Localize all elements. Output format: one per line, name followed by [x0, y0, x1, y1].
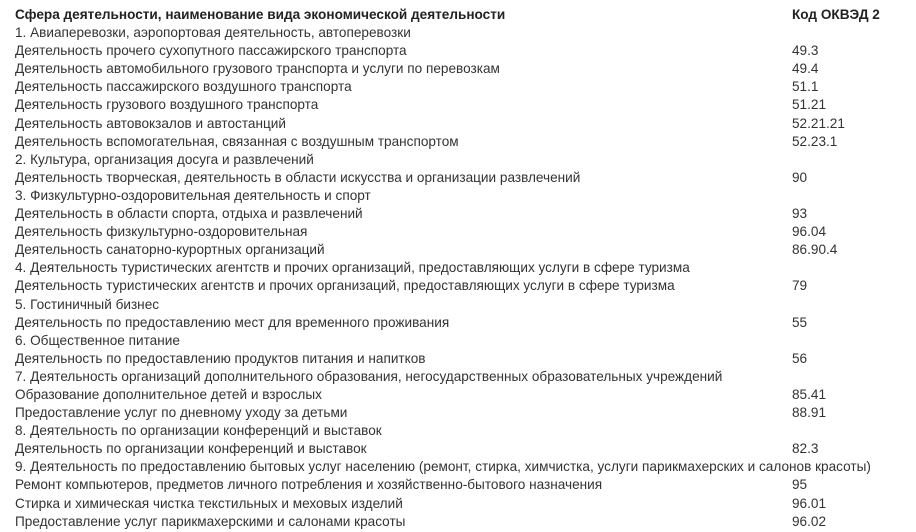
- okved-code: 86.90.4: [792, 242, 838, 258]
- section-title: 7. Деятельность организаций дополнительного образования, негосударственных образовательных учреждений: [15, 368, 723, 384]
- okved-code: 82.3: [792, 441, 819, 457]
- table-row: [15, 495, 910, 513]
- activity-name: Деятельность творческая, деятельность в области искусства и организации развлечений: [15, 169, 581, 185]
- section-title: 1. Авиаперевозки, аэропортовая деятельность, автоперевозки: [15, 25, 411, 41]
- header-okved-code: Код ОКВЭД 2: [792, 7, 880, 22]
- okved-code: 85.41: [792, 386, 827, 402]
- table-row: [15, 241, 910, 259]
- activity-name: Деятельность по организации конференций и выставок: [15, 441, 367, 457]
- activity-name: Деятельность в области спорта, отдыха и развлечений: [15, 206, 363, 222]
- table-row: [15, 169, 910, 187]
- section-row: [15, 151, 910, 169]
- table-header: [15, 6, 910, 24]
- section-title: 9. Деятельность по предоставлению бытовых услуг населению (ремонт, стирка, химчистка, услуги парикмахерских и салонов красоты): [15, 459, 871, 475]
- okved-code: 90: [792, 169, 808, 185]
- table-row: [15, 96, 910, 114]
- activity-name: Предоставление услуг по дневному уходу за детьми: [15, 405, 348, 421]
- section-row: [15, 368, 910, 386]
- section-row: [15, 187, 910, 205]
- activity-name: Образование дополнительное детей и взрослых: [15, 386, 322, 402]
- okved-code: 93: [792, 206, 808, 222]
- table-row: [15, 42, 910, 60]
- activity-name: Деятельность вспомогательная, связанная с воздушным транспортом: [15, 133, 459, 149]
- section-title: 3. Физкультурно-оздоровительная деятельность и спорт: [15, 187, 371, 203]
- table-body: [15, 24, 910, 531]
- table-row: [15, 404, 910, 422]
- activity-name: Деятельность по предоставлению мест для временного проживания: [15, 314, 450, 330]
- table-row: [15, 513, 910, 531]
- okved-code: 96.02: [792, 513, 827, 529]
- table-row: [15, 476, 910, 494]
- activity-name: Предоставление услуг парикмахерскими и салонами красоты: [15, 513, 406, 529]
- table-row: [15, 60, 910, 78]
- activity-name: Деятельность автомобильного грузового транспорта и услуги по перевозкам: [15, 61, 500, 77]
- okved-code: 96.01: [792, 495, 827, 511]
- table-row: [15, 440, 910, 458]
- okved-code: 51.21: [792, 97, 827, 113]
- table-row: [15, 314, 910, 332]
- activity-name: Стирка и химическая чистка текстильных и меховых изделий: [15, 495, 403, 511]
- table-row: [15, 277, 910, 295]
- section-row: [15, 332, 910, 350]
- section-title: 5. Гостиничный бизнес: [15, 296, 160, 312]
- activity-name: Деятельность туристических агентств и прочих организаций, предоставляющих услуги в сфере туризма: [15, 278, 675, 294]
- table-row: [15, 78, 910, 96]
- activity-name: Деятельность пассажирского воздушного транспорта: [15, 79, 352, 95]
- activity-name: Деятельность физкультурно-оздоровительная: [15, 224, 308, 240]
- section-row: [15, 422, 910, 440]
- section-row: [15, 259, 910, 277]
- header-activity: Сфера деятельности, наименование вида экономической деятельности: [15, 7, 506, 22]
- section-title: 2. Культура, организация досуга и развлечений: [15, 151, 314, 167]
- section-title: 4. Деятельность туристических агентств и прочих организаций, предоставляющих услуги в сфере туризма: [15, 260, 690, 276]
- table-row: [15, 133, 910, 151]
- okved-code: 95: [792, 477, 808, 493]
- section-row: [15, 24, 910, 42]
- okved-code: 55: [792, 314, 808, 330]
- activity-name: Деятельность санаторно-курортных организаций: [15, 242, 325, 258]
- okved-table: [15, 6, 910, 531]
- table-row: [15, 386, 910, 404]
- activity-name: Деятельность автовокзалов и автостанций: [15, 115, 286, 131]
- activity-name: Деятельность прочего сухопутного пассажирского транспорта: [15, 43, 407, 59]
- header-row: [15, 6, 910, 24]
- okved-code: 96.04: [792, 224, 827, 240]
- okved-code: 56: [792, 350, 808, 366]
- section-title: 8. Деятельность по организации конференций и выставок: [15, 423, 382, 439]
- activity-name: Деятельность по предоставлению продуктов питания и напитков: [15, 350, 426, 366]
- okved-code: 52.23.1: [792, 133, 838, 149]
- okved-code: 79: [792, 278, 808, 294]
- activity-name: Ремонт компьютеров, предметов личного потребления и хозяйственно-бытового назначения: [15, 477, 603, 493]
- okved-code: 52.21.21: [792, 115, 845, 131]
- table-row: [15, 205, 910, 223]
- table-row: [15, 350, 910, 368]
- okved-code: 51.1: [792, 79, 819, 95]
- okved-code: 88.91: [792, 405, 827, 421]
- okved-code: 49.4: [792, 61, 819, 77]
- table-row: [15, 223, 910, 241]
- table-row: [15, 115, 910, 133]
- section-row: [15, 458, 910, 476]
- okved-code: 49.3: [792, 43, 819, 59]
- section-title: 6. Общественное питание: [15, 332, 180, 348]
- section-row: [15, 296, 910, 314]
- activity-name: Деятельность грузового воздушного транспорта: [15, 97, 319, 113]
